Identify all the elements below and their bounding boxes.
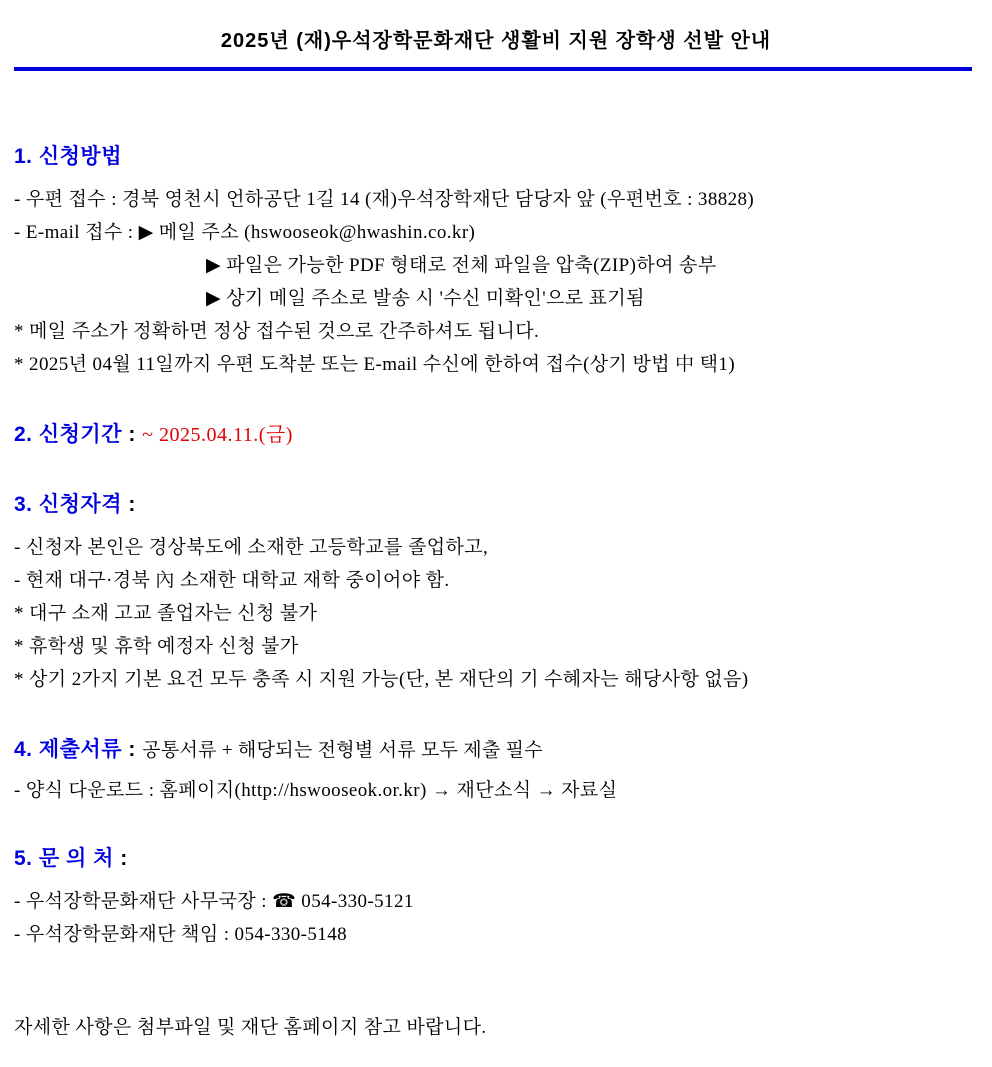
eligibility-highschool-line: - 신청자 본인은 경상북도에 소재한 고등학교를 졸업하고, [14, 537, 489, 558]
form-download-line: - 양식 다운로드 : 홈페이지(http://hswooseok.or.kr) → 재단소식 → 자료실 [14, 780, 618, 801]
section-heading-application-method: 1. 신청방법 [14, 145, 122, 168]
email-confirmation-note-line: * 메일 주소가 정확하면 정상 접수된 것으로 간주하셔도 됩니다. [14, 321, 540, 342]
contact-director-label: - 우석장학문화재단 사무국장 : [14, 891, 273, 912]
section-heading-contact [14, 847, 978, 871]
email-submission-line: - E-mail 접수 : ▶ 메일 주소 (hswooseok@hwashin.co.kr) [14, 222, 476, 243]
telephone-icon: ☎ [272, 890, 297, 912]
contact-director-line [14, 885, 978, 918]
section-heading-application-period [14, 423, 978, 447]
application-deadline-date: ~ 2025.04.11.(금) [142, 424, 293, 446]
email-note-unread-line: ▶ 상기 메일 주소로 발송 시 '수신 미확인'으로 표기됨 [206, 288, 645, 309]
required-documents-label: 4. 제출서류 [14, 738, 122, 761]
eligibility-label: 3. 신청자격 [14, 493, 122, 516]
page-title: 2025년 (재)우석장학문화재단 생활비 지원 장학생 선발 안내 [220, 30, 772, 52]
footer-note: 자세한 사항은 첨부파일 및 재단 홈페이지 참고 바랍니다. [14, 1017, 487, 1038]
contact-label: 5. 문 의 처 [14, 847, 114, 870]
announcement-page [0, 28, 992, 1067]
eligibility-university-line: - 현재 대구·경북 內 소재한 대학교 재학 중이어야 함. [14, 570, 450, 591]
title-divider [14, 67, 972, 71]
deadline-note-line: * 2025년 04월 11일까지 우편 도착분 또는 E-mail 수신에 한하여 접수(상기 방법 中 택1) [14, 354, 736, 375]
heading-separator: : [122, 493, 136, 516]
section-heading-eligibility [14, 493, 978, 517]
heading-separator: : [122, 738, 143, 761]
section-required-documents [14, 738, 978, 807]
section-contact [14, 847, 978, 951]
document-body [14, 145, 978, 1044]
heading-separator: : [122, 423, 143, 446]
section-application-method [14, 145, 978, 381]
eligibility-leave-exclusion-line: * 휴학생 및 휴학 예정자 신청 불가 [14, 636, 299, 657]
required-documents-summary: 공통서류 + 해당되는 전형별 서류 모두 제출 필수 [142, 740, 543, 761]
application-period-label: 2. 신청기간 [14, 423, 122, 446]
section-application-period [14, 423, 978, 447]
email-note-pdf-line: ▶ 파일은 가능한 PDF 형태로 전체 파일을 압축(ZIP)하여 송부 [206, 255, 717, 276]
eligibility-daegu-exclusion-line: * 대구 소재 고교 졸업자는 신청 불가 [14, 603, 318, 624]
section-heading-required-documents [14, 738, 978, 763]
eligibility-both-conditions-line: * 상기 2가지 기본 요건 모두 충족 시 지원 가능(단, 본 재단의 기 수혜자는 해당사항 없음) [14, 669, 749, 690]
document-header [14, 28, 978, 71]
heading-separator: : [113, 847, 128, 870]
contact-director-number: 054-330-5121 [296, 891, 414, 912]
contact-manager-number: 054-330-5148 [234, 924, 348, 945]
contact-manager-label: - 우석장학문화재단 책임 : [14, 924, 235, 945]
contact-manager-line [14, 918, 978, 951]
section-eligibility [14, 493, 978, 696]
mail-submission-line: - 우편 접수 : 경북 영천시 언하공단 1길 14 (재)우석장학재단 담당자 앞 (우편번호 : 38828) [14, 189, 755, 210]
